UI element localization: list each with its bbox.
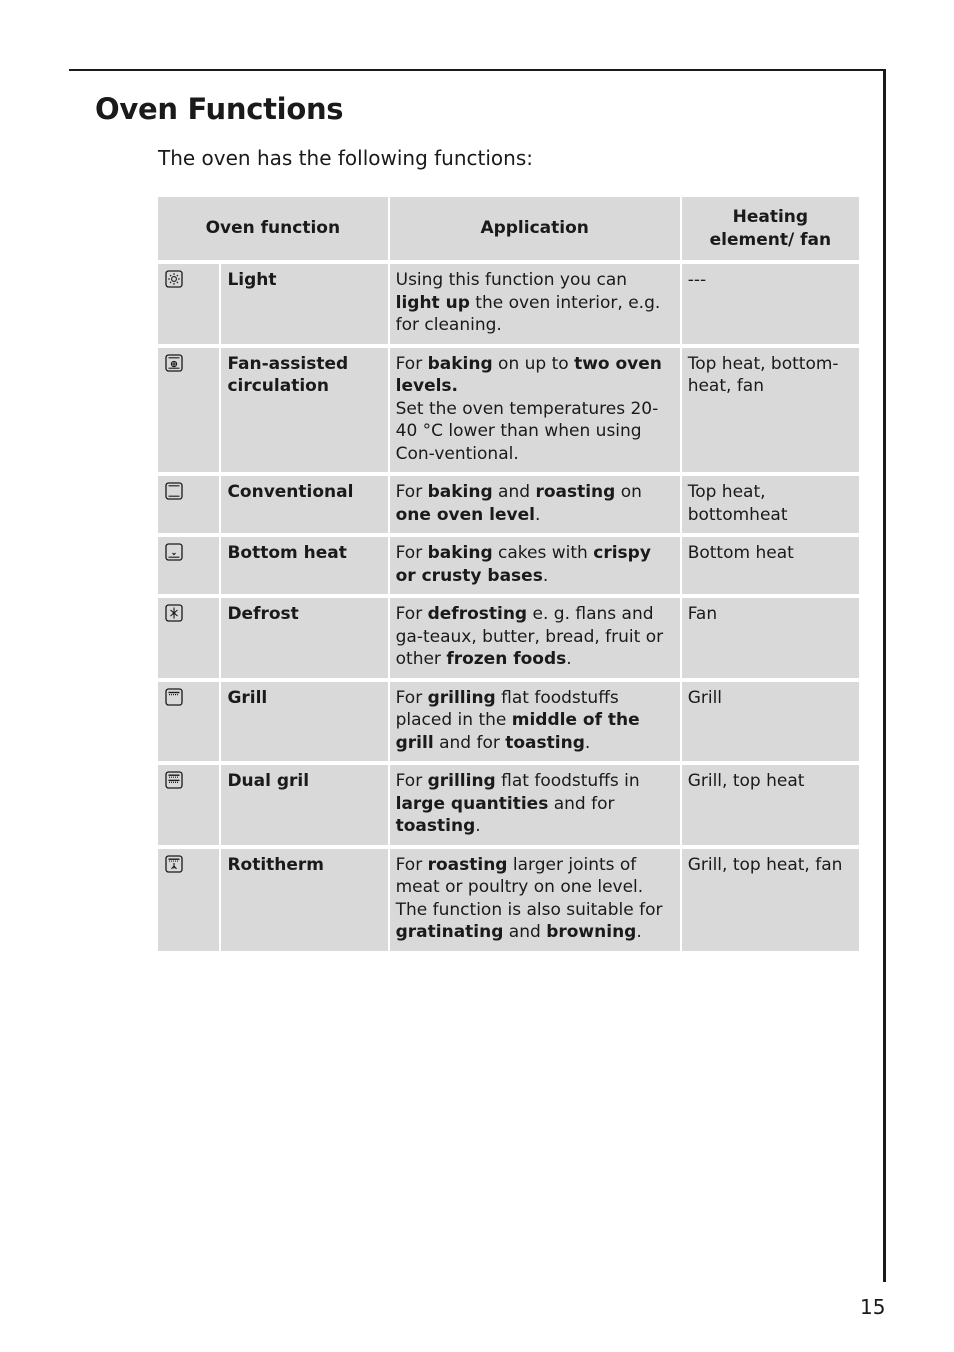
function-heating-element: Top heat, bottom-heat, fan — [682, 348, 859, 473]
function-heating-element: Grill, top heat — [682, 765, 859, 845]
application-emphasis: crispy or crusty bases — [395, 543, 651, 586]
function-icon-cell — [158, 264, 219, 344]
application-text: and for — [548, 793, 615, 814]
fan-assisted-icon — [165, 354, 183, 372]
intro-text: The oven has the following functions: — [158, 146, 533, 170]
oven-functions-table — [156, 195, 861, 953]
application-text: For — [395, 854, 428, 875]
application-emphasis: defrosting — [427, 604, 528, 624]
application-text: . — [542, 565, 549, 586]
dual-grill-icon — [165, 771, 183, 789]
function-icon-cell — [158, 598, 219, 678]
function-application — [390, 264, 680, 344]
application-text: . — [566, 649, 572, 669]
grill-icon — [165, 688, 183, 706]
application-emphasis: frozen foods — [446, 649, 567, 669]
application-emphasis: roasting — [535, 482, 616, 502]
table-row — [158, 264, 859, 344]
application-emphasis: gratinating — [395, 922, 504, 942]
application-emphasis: roasting — [427, 854, 508, 875]
application-emphasis: toasting — [505, 732, 585, 753]
application-text: the oven interior, e.g. for cleaning. — [395, 292, 661, 335]
application-emphasis: baking — [427, 353, 493, 374]
page-title: Oven Functions — [95, 92, 344, 126]
application-text: and — [492, 482, 536, 502]
application-emphasis: two oven levels. — [395, 353, 662, 396]
table-row — [158, 849, 859, 951]
light-icon — [165, 270, 183, 288]
defrost-icon — [165, 604, 183, 622]
function-heating-element: Bottom heat — [682, 537, 859, 594]
right-margin-rule — [883, 69, 886, 1282]
function-icon-cell — [158, 348, 219, 473]
header-heating-element: Heating element/ fan — [682, 197, 859, 260]
function-heating-element: --- — [682, 264, 859, 344]
function-icon-cell — [158, 765, 219, 845]
application-text: The function is also suitable for — [395, 899, 663, 920]
application-emphasis: light up — [395, 292, 470, 313]
function-name: Conventional — [221, 476, 387, 533]
application-emphasis: grilling — [427, 687, 496, 708]
application-text: larger joints of meat or poultry on one level. — [395, 854, 644, 897]
table-row — [158, 598, 859, 678]
application-text: Using this function you can — [395, 270, 628, 290]
application-emphasis: baking — [427, 543, 493, 563]
application-text: and for — [433, 732, 506, 753]
application-text: For — [395, 771, 428, 791]
function-name: Fan-assisted circulation — [221, 348, 387, 473]
application-text: flat foodstuffs in — [495, 771, 640, 791]
function-application — [390, 348, 680, 473]
application-text: . — [534, 504, 541, 525]
application-text: . — [584, 732, 591, 753]
function-icon-cell — [158, 849, 219, 951]
function-heating-element: Grill — [682, 682, 859, 762]
function-heating-element: Fan — [682, 598, 859, 678]
application-text: . — [475, 816, 481, 836]
function-name: Bottom heat — [221, 537, 387, 594]
application-text: flat foodstuffs placed in the — [395, 687, 619, 730]
top-rule — [69, 69, 886, 71]
function-application — [390, 537, 680, 594]
function-application — [390, 849, 680, 951]
function-name: Defrost — [221, 598, 387, 678]
table-body — [158, 262, 859, 951]
function-name: Light — [221, 264, 387, 344]
table-row — [158, 765, 859, 845]
application-text: For — [395, 482, 428, 502]
application-emphasis: large quantities — [395, 793, 549, 814]
application-emphasis: browning — [546, 922, 637, 942]
table-row — [158, 476, 859, 533]
application-text: For — [395, 543, 428, 563]
application-text: For — [395, 604, 428, 624]
application-text: e. g. flans and ga-teaux, butter, bread, fruit or other — [395, 604, 664, 669]
application-text: . — [636, 922, 642, 942]
function-icon-cell — [158, 537, 219, 594]
table-row — [158, 682, 859, 762]
application-emphasis: baking — [427, 482, 493, 502]
bottom-heat-icon — [165, 543, 183, 561]
table-row — [158, 537, 859, 594]
rotitherm-icon — [165, 855, 183, 873]
application-emphasis: middle of the grill — [395, 710, 640, 753]
application-text: on — [615, 482, 642, 502]
application-emphasis: one oven level — [395, 504, 535, 525]
application-text: cakes with — [492, 543, 594, 563]
conventional-icon — [165, 482, 183, 500]
function-heating-element: Top heat, bottomheat — [682, 476, 859, 533]
application-emphasis: toasting — [395, 816, 476, 836]
function-name: Grill — [221, 682, 387, 762]
application-text: on up to — [492, 353, 575, 374]
header-oven-function: Oven function — [158, 197, 388, 260]
function-name: Rotitherm — [221, 849, 387, 951]
application-text: Set the oven temperatures 20-40 °C lower than when using Con-ventional. — [395, 398, 659, 464]
function-application — [390, 476, 680, 533]
function-heating-element: Grill, top heat, fan — [682, 849, 859, 951]
header-application: Application — [390, 197, 680, 260]
function-name: Dual gril — [221, 765, 387, 845]
function-application — [390, 765, 680, 845]
application-text: For — [395, 353, 428, 374]
function-application — [390, 682, 680, 762]
function-icon-cell — [158, 682, 219, 762]
application-text: and — [503, 922, 547, 942]
function-icon-cell — [158, 476, 219, 533]
application-text: For — [395, 687, 428, 708]
function-application — [390, 598, 680, 678]
table-row — [158, 348, 859, 473]
table-header-row — [158, 197, 859, 260]
page-number: 15 — [860, 1295, 886, 1319]
application-emphasis: grilling — [427, 771, 496, 791]
